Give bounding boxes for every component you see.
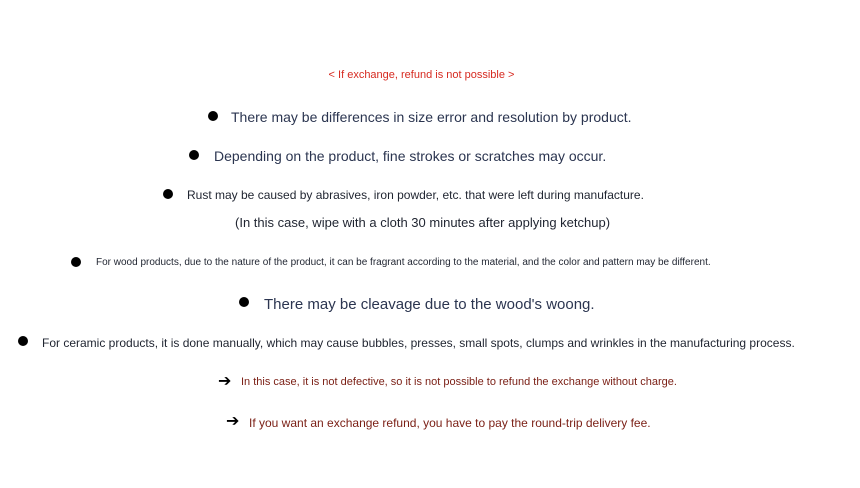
- bullet-icon: [239, 297, 249, 307]
- note-not-defective: In this case, it is not defective, so it is not possible to refund the exchange without charge.: [241, 376, 677, 388]
- notice-title: < If exchange, refund is not possible >: [328, 69, 515, 81]
- arrow-right-icon: ➔: [226, 411, 240, 430]
- notice-item-size-error: There may be differences in size error and resolution by product.: [231, 109, 632, 125]
- notice-item-rust: Rust may be caused by abrasives, iron powder, etc. that were left during manufacture.: [187, 188, 644, 202]
- bullet-icon: [71, 257, 81, 267]
- bullet-icon: [18, 336, 28, 346]
- arrow-right-icon: ➔: [218, 371, 232, 390]
- bullet-icon: [163, 189, 173, 199]
- bullet-icon: [208, 111, 218, 121]
- notice-item-scratches: Depending on the product, fine strokes or scratches may occur.: [214, 148, 607, 164]
- notice-item-ceramic: For ceramic products, it is done manually, which may cause bubbles, presses, small spots, clumps and wrinkles in the manufacturing process.: [42, 336, 795, 350]
- notice-item-wood-cleavage: There may be cleavage due to the wood's woong.: [264, 296, 595, 313]
- bullet-icon: [189, 150, 199, 160]
- notice-item-wood-fragrance: For wood products, due to the nature of the product, it can be fragrant according to the material, and the color and pattern may be different.: [96, 257, 711, 268]
- note-round-trip-fee: If you want an exchange refund, you have to pay the round-trip delivery fee.: [249, 416, 651, 430]
- notice-item-ketchup: (In this case, wipe with a cloth 30 minutes after applying ketchup): [235, 215, 611, 230]
